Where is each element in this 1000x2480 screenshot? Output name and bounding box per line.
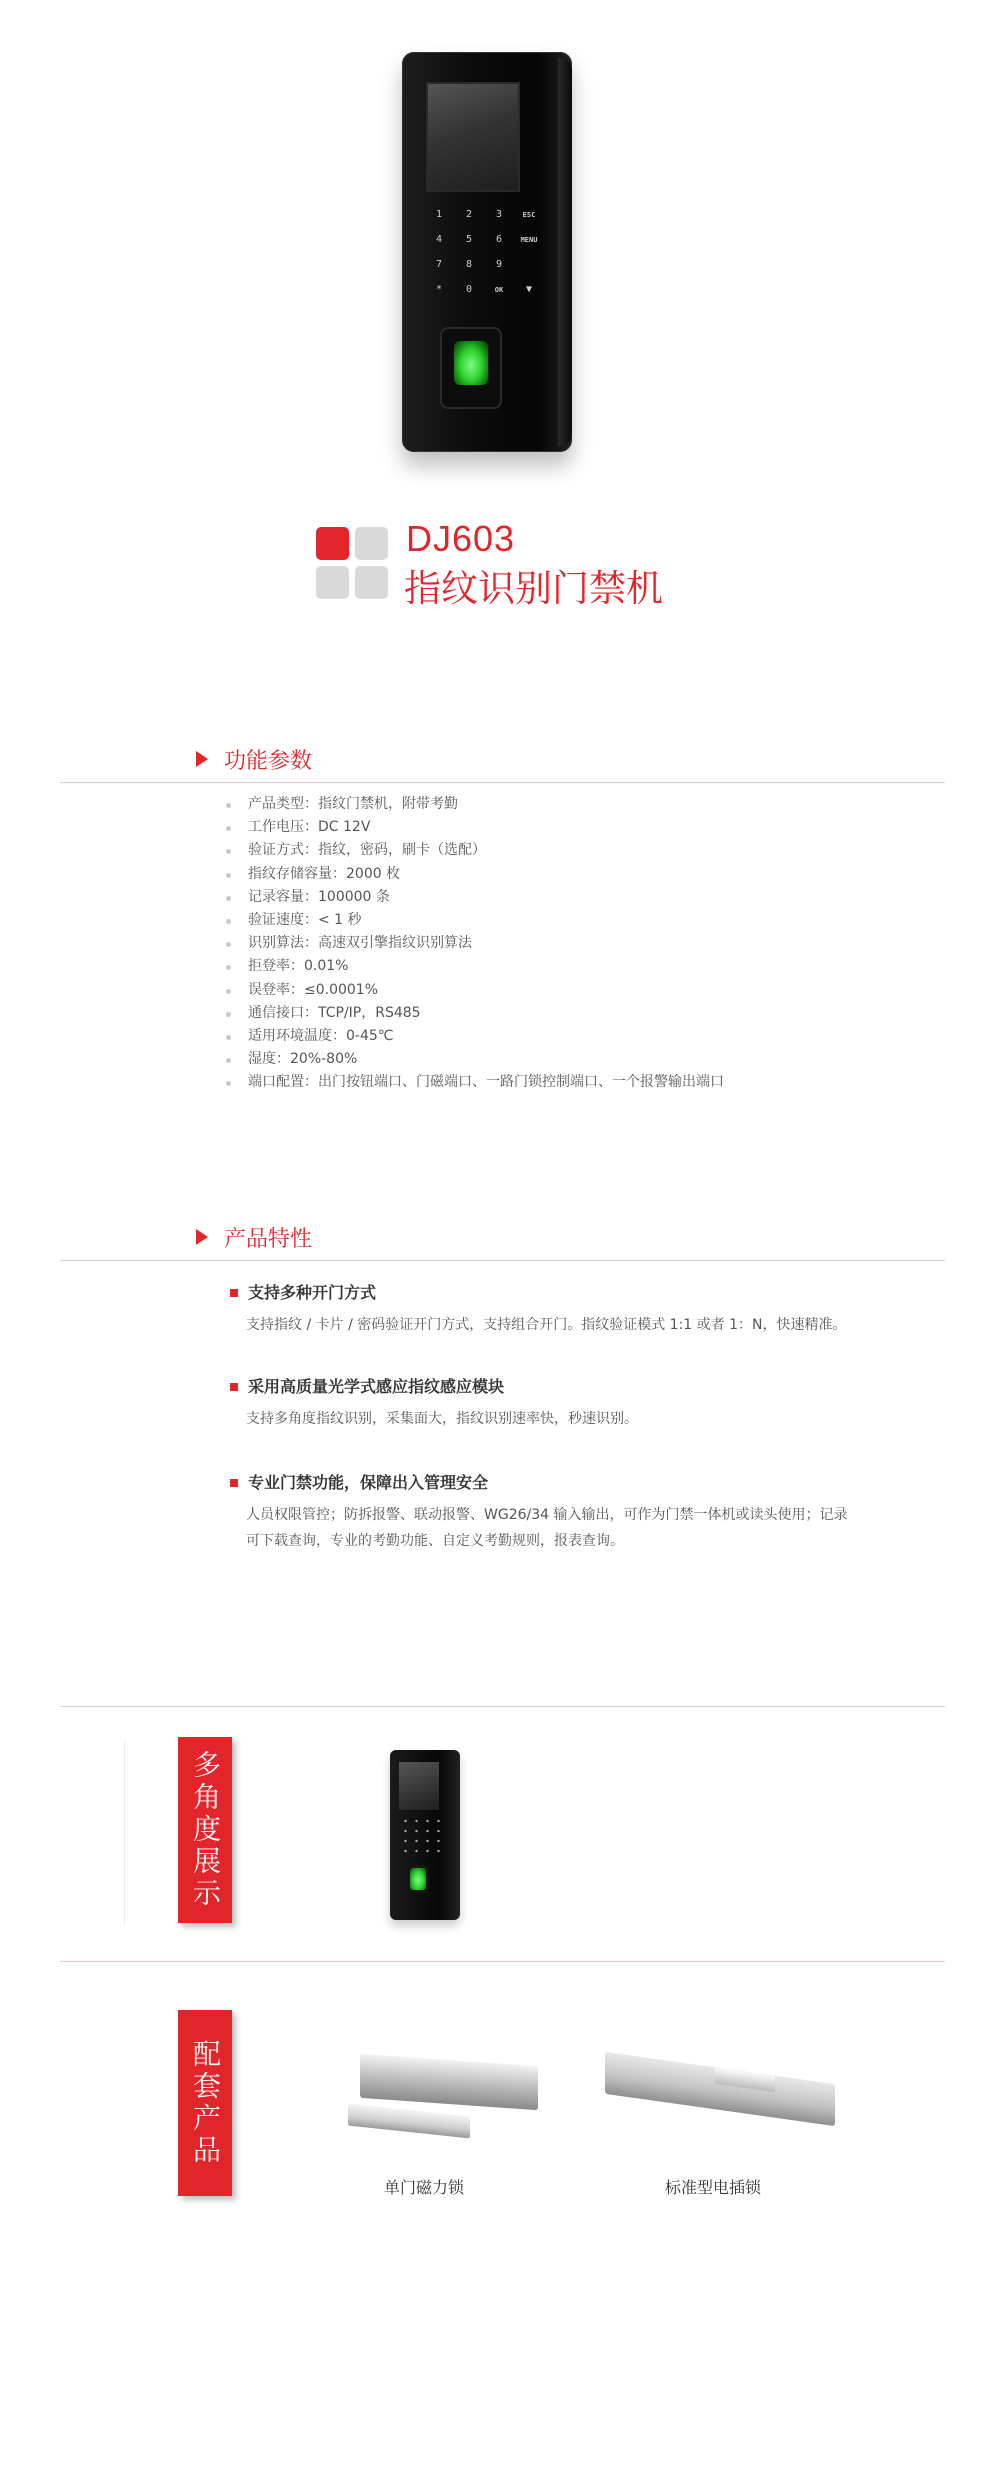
spec-item: 记录容量：100000 条 [226,886,724,909]
spec-item: 误登率：≤0.0001% [226,979,724,1002]
divider [60,1961,945,1962]
accessory-label-bolt-lock: 标准型电插锁 [665,2178,762,2197]
spec-item: 工作电压：DC 12V [226,816,724,839]
key-9: 9 [495,259,503,270]
spec-item: 指纹存储容量：2000 枚 [226,863,724,886]
magnetic-lock-body [360,2054,538,2110]
fingerprint-sensor-icon [454,341,488,385]
key-2: 2 [465,209,473,220]
section-title-specs: 功能参数 [224,748,313,774]
divider [60,1260,945,1261]
divider [60,1706,945,1707]
key-0: 0 [465,284,473,295]
electric-bolt-lock-image [605,2050,835,2135]
feature-item [230,1471,890,1554]
triangle-right-icon [196,751,208,767]
logo-square-grey [355,566,388,599]
device-keypad [424,202,544,302]
key-down: ▼ [525,284,533,295]
key-menu: MENU [520,235,538,244]
spec-list [226,793,724,1094]
brand-squares-logo [316,527,388,599]
magnetic-lock-image [340,2050,540,2145]
side-tab-multi-angle [178,1737,232,1923]
key-star: * [435,284,443,295]
section-header-specs [196,744,312,774]
spec-item: 湿度：20%-80% [226,1048,724,1071]
device-screen [426,82,520,192]
magnetic-lock-plate [348,2104,470,2139]
product-name: 指纹识别门禁机 [404,567,663,610]
feature-desc [230,1502,890,1554]
bolt-lock-body [605,2052,835,2126]
feature-title: 采用高质量光学式感应指纹感应模块 [230,1375,890,1399]
spec-item: 识别算法：高速双引擎指纹识别算法 [226,932,724,955]
device-keypad [400,1816,446,1856]
divider-vertical [124,1740,125,1925]
feature-desc: 支持多角度指纹识别，采集面大，指纹识别速率快，秒速识别。 [246,1411,638,1427]
feature-desc: 支持指纹 / 卡片 / 密码验证开门方式，支持组合开门。指纹验证模式 1:1 或者 1：N，快速精准。 [246,1317,847,1333]
product-image-small [390,1750,460,1920]
accessory-label-magnetic-lock: 单门磁力锁 [384,2178,465,2197]
fingerprint-sensor-icon [410,1868,426,1890]
spec-item: 验证方式：指纹，密码，刷卡（选配） [226,839,724,862]
feature-item [230,1281,890,1338]
triangle-right-icon [196,1229,208,1245]
feature-title: 专业门禁功能，保障出入管理安全 [230,1471,890,1495]
logo-square-grey [355,527,388,560]
spec-item: 产品类型：指纹门禁机，附带考勤 [226,793,724,816]
key-ok: OK [494,285,504,294]
divider [60,782,945,783]
logo-square-red [316,527,349,560]
section-header-features [196,1222,312,1252]
key-esc: ESC [522,210,536,219]
key-3: 3 [495,209,503,220]
key-4: 4 [435,234,443,245]
feature-title: 支持多种开门方式 [230,1281,890,1305]
fingerprint-sensor-frame [440,327,502,409]
key-6: 6 [495,234,503,245]
key-1: 1 [435,209,443,220]
side-tab-label: 多角度展示 [189,1750,222,1910]
logo-square-grey [316,566,349,599]
side-tab-label: 配套产品 [189,2039,222,2167]
section-title-features: 产品特性 [224,1226,313,1252]
key-7: 7 [435,259,443,270]
feature-desc-line: 人员权限管控；防拆报警、联动报警、WG26/34 输入输出，可作为门禁一体机或读头使用；记录 [246,1507,848,1523]
spec-item: 通信接口：TCP/IP，RS485 [226,1002,724,1025]
spec-item: 适用环境温度：0-45℃ [226,1025,724,1048]
spec-item: 端口配置：出门按钮端口、门磁端口、一路门锁控制端口、一个报警输出端口 [226,1071,724,1094]
side-tab-accessories [178,2010,232,2196]
key-5: 5 [465,234,473,245]
product-model: DJ603 [406,518,516,559]
product-image-device [402,52,572,452]
key-8: 8 [465,259,473,270]
feature-desc-line: 可下载查询，专业的考勤功能、自定义考勤规则，报表查询。 [246,1533,624,1549]
device-screen [399,1762,439,1810]
feature-item [230,1375,890,1432]
spec-item: 验证速度：< 1 秒 [226,909,724,932]
spec-item: 拒登率：0.01% [226,955,724,978]
